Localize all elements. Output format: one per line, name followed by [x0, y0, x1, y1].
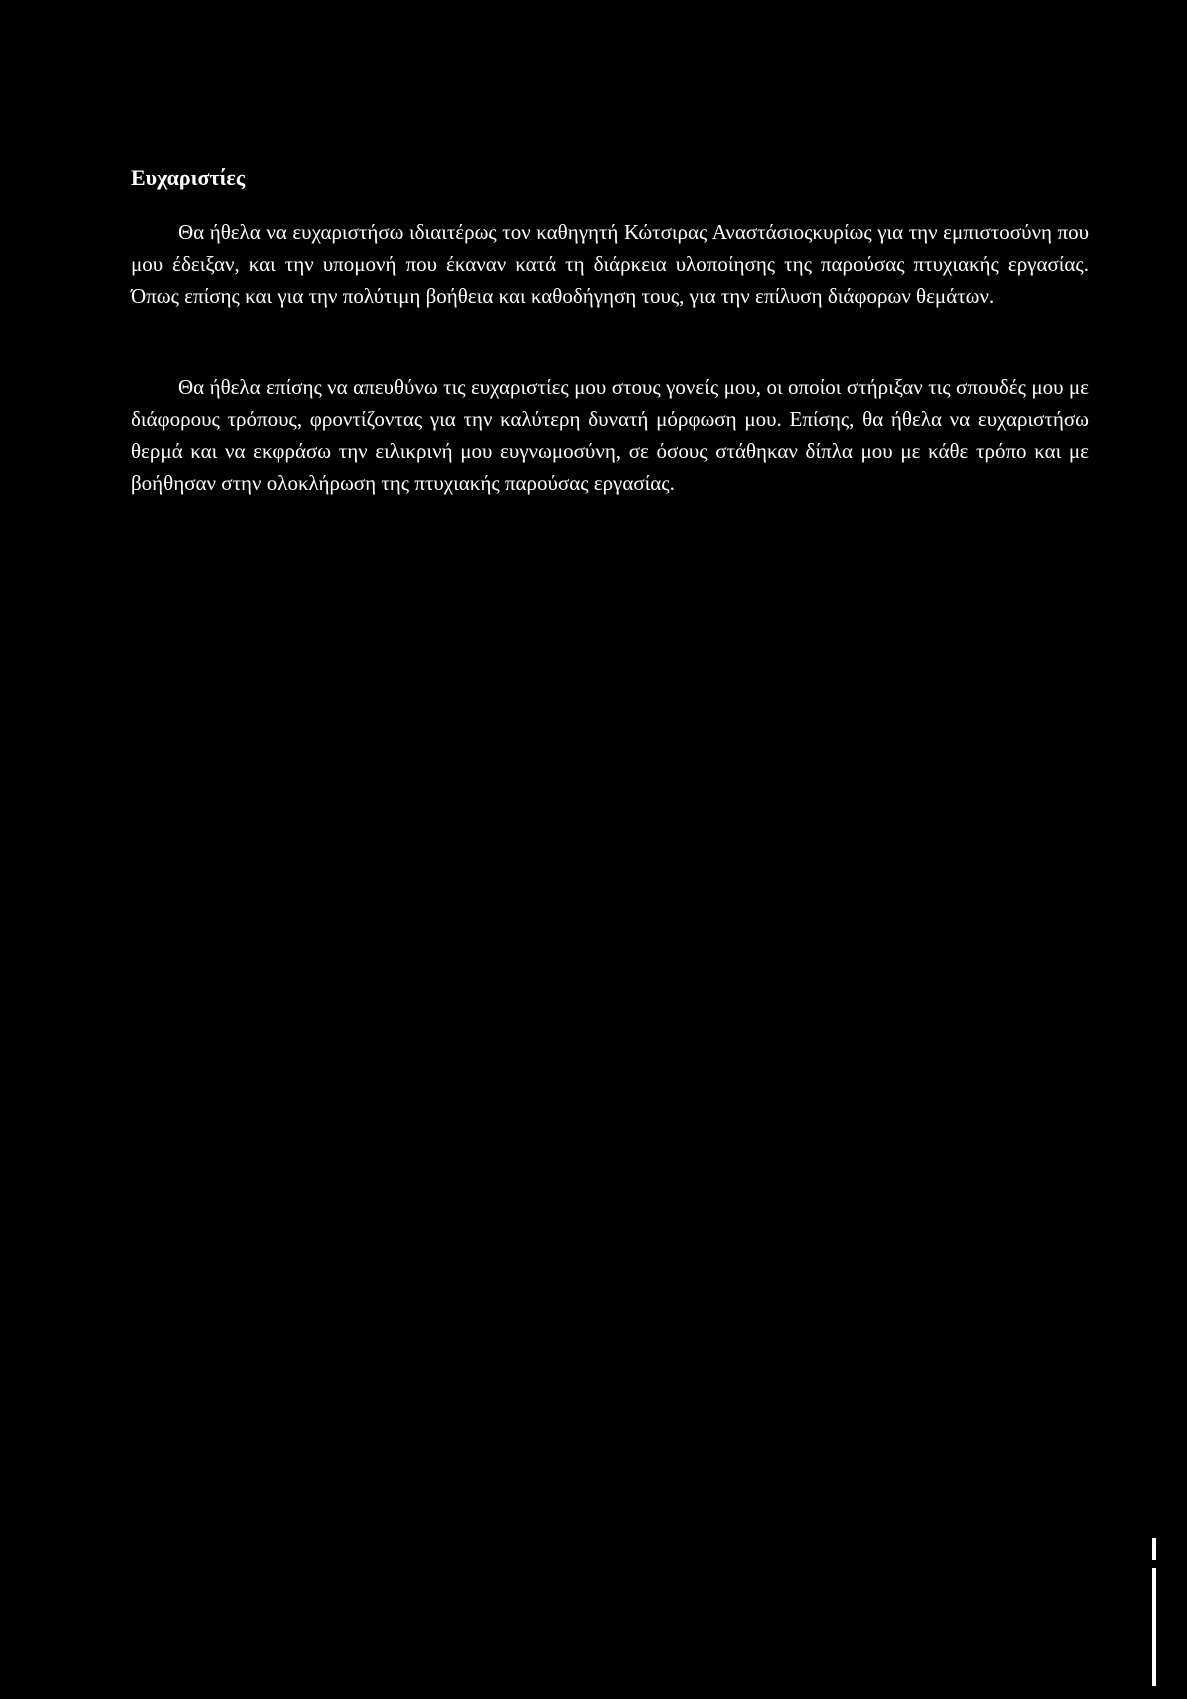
- scan-edge-mark-lower: [1152, 1568, 1156, 1686]
- scan-edge-mark-upper: [1152, 1538, 1156, 1560]
- acknowledgements-heading: Ευχαριστίες: [131, 165, 246, 190]
- acknowledgement-paragraph-professor: Θα ήθελα να ευχαριστήσω ιδιαιτέρως τον καθηγητή Κώτσιρας Αναστάσιοςκυρίως για την εμπιστοσύνη που μου έδειξαν, και την υπομονή που έκαναν κατά τη διάρκεια υλοποίησης της παρούσας πτυχιακής εργασίας. Όπως επίσης και για την πολύτιμη βοήθεια και καθοδήγηση τους, για την επίλυση διάφορων θεμάτων.: [131, 220, 1089, 308]
- acknowledgement-paragraph-parents: Θα ήθελα επίσης να απευθύνω τις ευχαριστίες μου στους γονείς μου, οι οποίοι στήριξαν τις σπουδές μου με διάφορους τρόπους, φροντίζοντας για την καλύτερη δυνατή μόρφωση μου. Επίσης, θα ήθελα να ευχαριστήσω θερμά και να εκφράσω την ειλικρινή μου ευγνωμοσύνη, σε όσους στάθηκαν δίπλα μου με κάθε τρόπο και με βοήθησαν στην ολοκλήρωση της πτυχιακής παρούσας εργασίας.: [131, 375, 1089, 495]
